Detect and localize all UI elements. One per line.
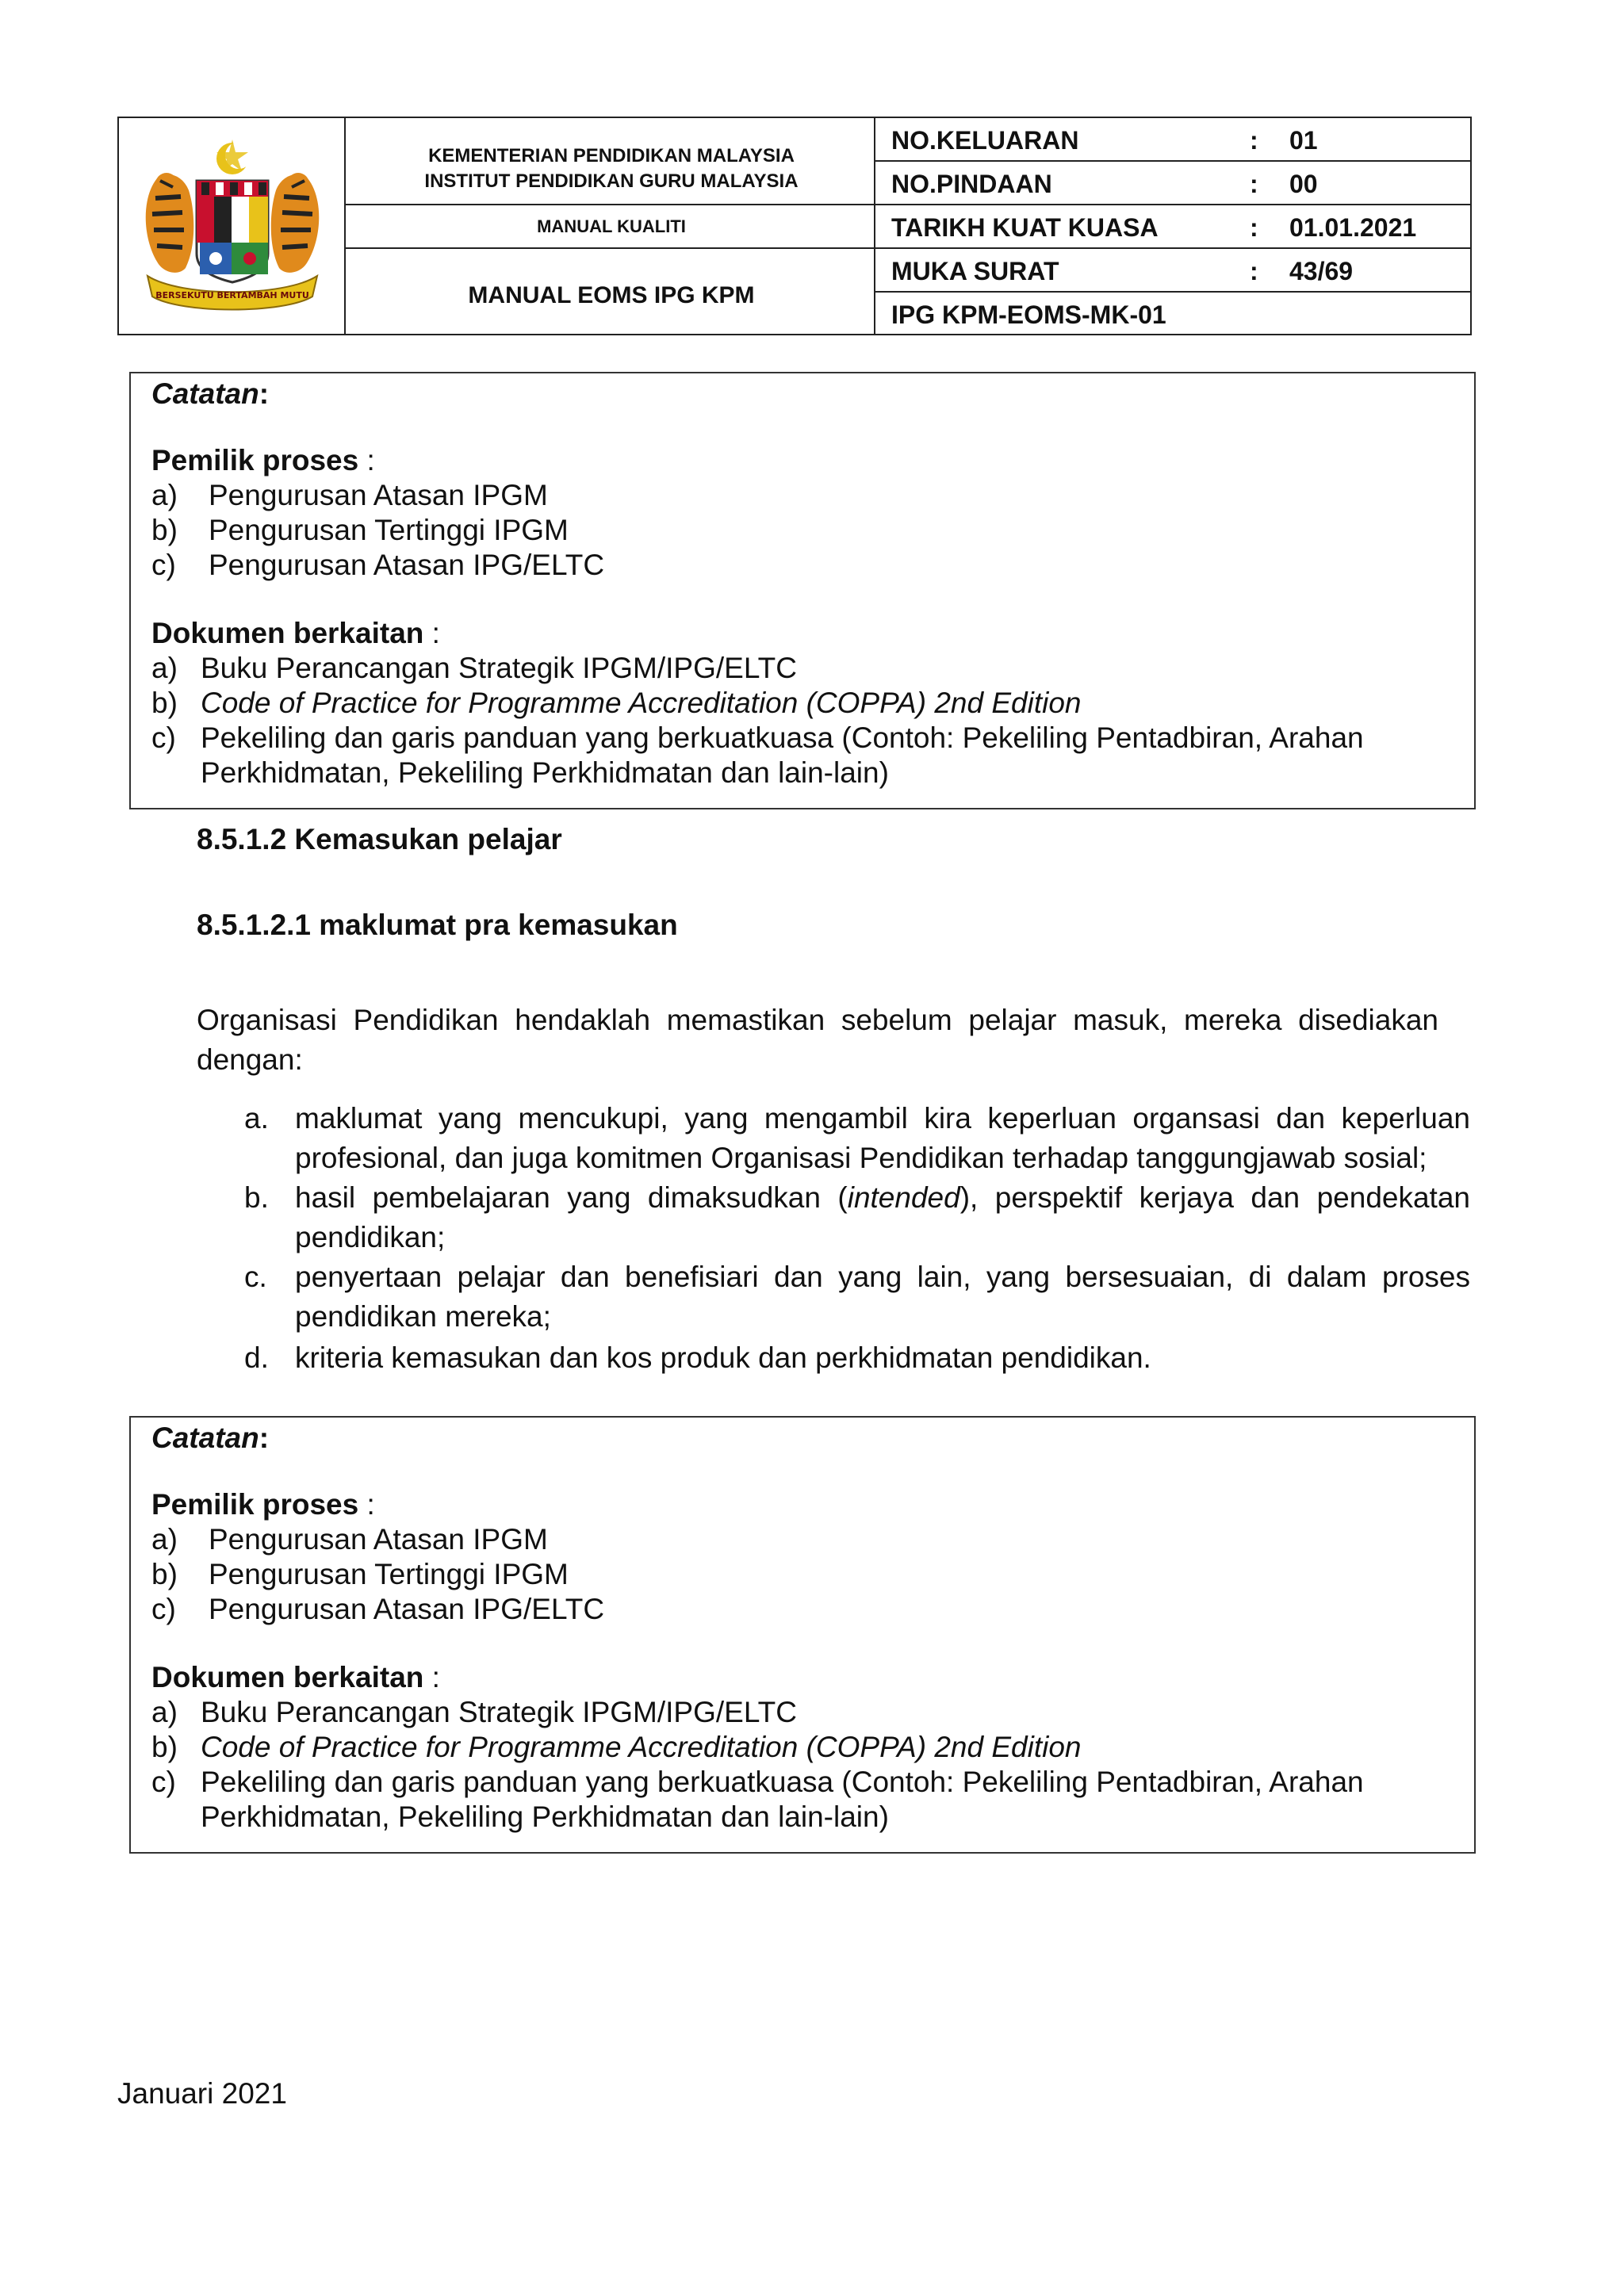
organisation-name (347, 144, 875, 194)
row-separator: : (1250, 170, 1258, 198)
list-item-b-line-2: pendidikan; (295, 1221, 446, 1253)
list-item-a-line-1: maklumat yang mencukupi, yang mengambil kira keperluan organsasi dan keperluan (295, 1102, 1470, 1135)
list-item-c-line-1: penyertaan pelajar dan benefisiari dan yang lain, yang bersesuaian, di dalam proses (295, 1261, 1470, 1293)
header-row-doc-code (877, 294, 1470, 337)
doc-item-text: Code of Practice for Programme Accreditation (COPPA) 2nd Edition (201, 1731, 1082, 1763)
note-heading: Catatan: (151, 377, 270, 410)
intro-line-1: Organisasi Pendidikan hendaklah memastikan sebelum pelajar masuk, mereka disediakan (197, 1004, 1438, 1036)
intro-line-2: dengan: (197, 1043, 303, 1076)
row-label: NO.PINDAAN (891, 170, 1052, 198)
owner-item-text: Pengurusan Tertinggi IPGM (209, 514, 569, 546)
row-separator: : (1250, 257, 1258, 285)
coat-of-arms-logo (119, 118, 346, 334)
row-separator: : (1250, 213, 1258, 242)
header-row-pindaan (877, 163, 1470, 206)
section-heading: 8.5.1.2 Kemasukan pelajar (197, 823, 562, 855)
owner-item: a) (151, 479, 178, 511)
org-line-1: KEMENTERIAN PENDIDIKAN MALAYSIA (428, 145, 795, 166)
owner-item: b) (151, 514, 178, 546)
list-marker: c. (244, 1261, 267, 1293)
row-value: 00 (1289, 170, 1318, 198)
header-row-keluaran (877, 120, 1470, 163)
doc-item: b) (151, 1731, 178, 1763)
owner-item-text: Pengurusan Atasan IPGM (209, 479, 548, 511)
owner-item: b) (151, 1558, 178, 1590)
doc-item-text: Pekeliling dan garis panduan yang berkuatkuasa (Contoh: Pekeliling Pentadbiran, Arahan (201, 1766, 1364, 1798)
doc-item-text: Buku Perancangan Strategik IPGM/IPG/ELTC (201, 1696, 797, 1728)
list-marker: a. (244, 1102, 269, 1135)
note-box-2 (129, 1416, 1476, 1854)
doc-item-text: Buku Perancangan Strategik IPGM/IPG/ELTC (201, 652, 797, 684)
docs-heading: Dokumen berkaitan : (151, 617, 440, 649)
row-label: TARIKH KUAT KUASA (891, 213, 1159, 242)
doc-item: c) (151, 721, 176, 754)
doc-item: c) (151, 1766, 176, 1798)
doc-item-text: Pekeliling dan garis panduan yang berkuatkuasa (Contoh: Pekeliling Pentadbiran, Arahan (201, 721, 1364, 754)
docs-heading: Dokumen berkaitan : (151, 1661, 440, 1693)
list-item-c-line-2: pendidikan mereka; (295, 1300, 551, 1333)
logo-motto: BERSEKUTU BERTAMBAH MUTU (155, 290, 309, 300)
header-row-muka-surat (877, 251, 1470, 293)
list-item-d-line-1: kriteria kemasukan dan kos produk dan perkhidmatan pendidikan. (295, 1341, 1151, 1374)
list-item-a-line-2: profesional, dan juga komitmen Organisasi Pendidikan terhadap tanggungjawab sosial; (295, 1142, 1427, 1174)
row-value: 43/69 (1289, 257, 1354, 285)
doc-item-text-cont: Perkhidmatan, Pekeliling Perkhidmatan dan lain-lain) (201, 1800, 889, 1833)
doc-item: a) (151, 652, 178, 684)
doc-item: b) (151, 687, 178, 719)
row-value: 01.01.2021 (1289, 213, 1417, 242)
row-label: NO.KELUARAN (891, 126, 1079, 155)
doc-item-text-cont: Perkhidmatan, Pekeliling Perkhidmatan dan lain-lain) (201, 756, 889, 789)
owner-item-text: Pengurusan Atasan IPG/ELTC (209, 549, 605, 581)
row-separator: : (1250, 126, 1258, 155)
manual-title: MANUAL EOMS IPG KPM (468, 282, 755, 308)
subsection-heading: 8.5.1.2.1 maklumat pra kemasukan (197, 909, 678, 941)
list-marker: b. (244, 1181, 269, 1214)
doc-item: a) (151, 1696, 178, 1728)
owner-item-text: Pengurusan Atasan IPG/ELTC (209, 1593, 605, 1625)
row-label: MUKA SURAT (891, 257, 1059, 285)
list-marker: d. (244, 1341, 269, 1374)
header-row-tarikh (877, 207, 1470, 250)
note-box-1 (129, 372, 1476, 809)
manual-type: MANUAL KUALITI (537, 216, 686, 236)
document-header (117, 117, 1472, 335)
owner-heading: Pemilik proses : (151, 444, 375, 476)
owner-heading: Pemilik proses : (151, 1488, 375, 1521)
owner-item: c) (151, 1593, 176, 1625)
owner-item: c) (151, 549, 176, 581)
doc-code: IPG KPM-EOMS-MK-01 (891, 300, 1166, 329)
note-heading: Catatan: (151, 1422, 270, 1454)
doc-item-text: Code of Practice for Programme Accreditation (COPPA) 2nd Edition (201, 687, 1082, 719)
org-line-2: INSTITUT PENDIDIKAN GURU MALAYSIA (424, 170, 799, 192)
list-item-b-line-1: hasil pembelajaran yang dimaksudkan (intended), perspektif kerjaya dan pendekatan (295, 1181, 1470, 1214)
owner-item: a) (151, 1523, 178, 1556)
owner-item-text: Pengurusan Atasan IPGM (209, 1523, 548, 1556)
owner-item-text: Pengurusan Tertinggi IPGM (209, 1558, 569, 1590)
row-value: 01 (1289, 126, 1318, 155)
footer-date: Januari 2021 (117, 2077, 287, 2110)
coat-of-arms-icon (133, 135, 331, 317)
